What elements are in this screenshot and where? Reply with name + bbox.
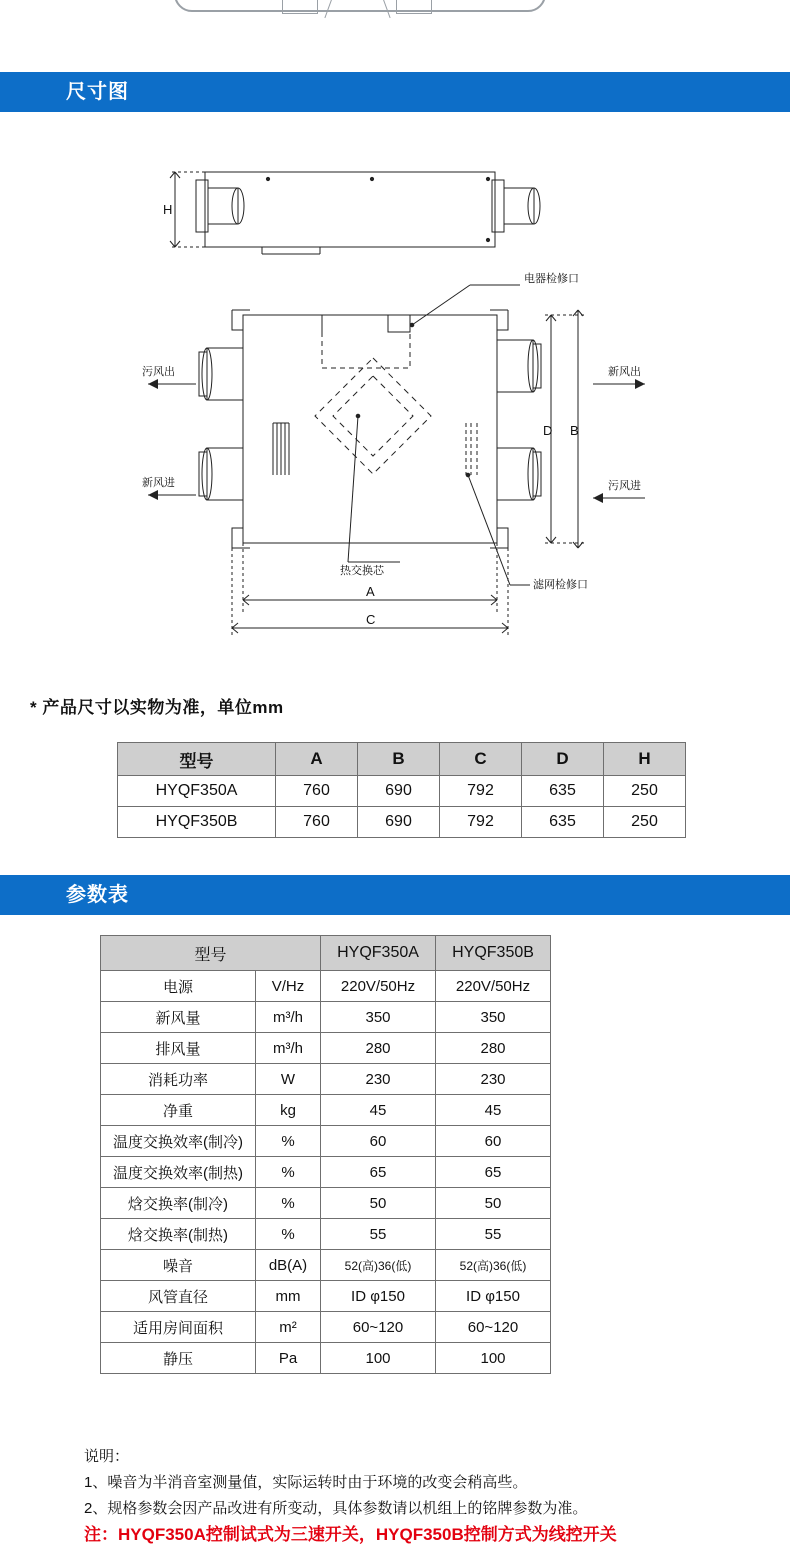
param-value-a: 55 [321, 1219, 436, 1250]
param-name: 风管直径 [101, 1281, 256, 1312]
notes-line-2: 2、规格参数会因产品改进有所变动，具体参数请以机组上的铭牌参数为准。 [84, 1500, 588, 1517]
param-name: 消耗功率 [101, 1064, 256, 1095]
table-row [101, 1064, 551, 1095]
label-fresh-air-out: 新风出 [608, 366, 641, 378]
param-value-a: 230 [321, 1064, 436, 1095]
dim-cell: HYQF350A [118, 776, 276, 807]
table-row [101, 1033, 551, 1064]
label-h: H [163, 202, 173, 217]
product-outline-top [174, 0, 546, 12]
dim-cell: HYQF350B [118, 807, 276, 838]
dim-cell: 635 [522, 807, 604, 838]
param-value-b: 50 [436, 1188, 551, 1219]
param-name: 适用房间面积 [101, 1312, 256, 1343]
table-row [101, 1095, 551, 1126]
notes-warning: 注：HYQF350A控制试式为三速开关，HYQF350B控制方式为线控开关 [84, 1525, 617, 1544]
param-value-b: 55 [436, 1219, 551, 1250]
param-unit: m³/h [256, 1002, 321, 1033]
param-unit: % [256, 1157, 321, 1188]
param-value-b: 280 [436, 1033, 551, 1064]
dimension-note: * 产品尺寸以实物为准，单位mm [30, 698, 284, 717]
param-unit: V/Hz [256, 971, 321, 1002]
label-dirty-air-out: 污风出 [142, 366, 175, 378]
table-row [101, 1126, 551, 1157]
param-value-a: ID φ150 [321, 1281, 436, 1312]
dim-cell: 690 [358, 807, 440, 838]
dimension-drawing [0, 130, 790, 660]
param-name: 噪音 [101, 1250, 256, 1281]
dim-header-model: 型号 [118, 743, 276, 776]
table-row [101, 1157, 551, 1188]
param-name: 焓交换率(制热) [101, 1219, 256, 1250]
table-row [118, 807, 686, 838]
dim-header-c: C [440, 743, 522, 776]
param-value-b: 220V/50Hz [436, 971, 551, 1002]
param-unit: % [256, 1219, 321, 1250]
param-name: 焓交换率(制冷) [101, 1188, 256, 1219]
param-unit: % [256, 1126, 321, 1157]
label-filter-access: 滤网检修口 [533, 579, 588, 591]
param-value-a: 60 [321, 1126, 436, 1157]
param-header-model: 型号 [101, 936, 321, 971]
dim-cell: 635 [522, 776, 604, 807]
table-header-row [118, 743, 686, 776]
param-name: 排风量 [101, 1033, 256, 1064]
param-header-row [101, 936, 551, 971]
dim-cell: 690 [358, 776, 440, 807]
param-value-b: 350 [436, 1002, 551, 1033]
section-header-parameters: 参数表 [0, 875, 790, 915]
label-dirty-air-in: 污风进 [608, 480, 641, 492]
param-value-a: 50 [321, 1188, 436, 1219]
param-name: 温度交换效率(制热) [101, 1157, 256, 1188]
param-unit: Pa [256, 1343, 321, 1374]
dim-cell: 792 [440, 776, 522, 807]
param-value-a: 100 [321, 1343, 436, 1374]
label-a: A [366, 584, 375, 599]
param-value-b: 100 [436, 1343, 551, 1374]
param-value-a: 45 [321, 1095, 436, 1126]
table-row [101, 1250, 551, 1281]
param-value-b: 65 [436, 1157, 551, 1188]
param-value-b: 60~120 [436, 1312, 551, 1343]
param-unit: mm [256, 1281, 321, 1312]
outline-diagonals [326, 0, 390, 14]
param-unit: m³/h [256, 1033, 321, 1064]
param-name: 净重 [101, 1095, 256, 1126]
parameter-table [100, 935, 551, 1374]
param-value-a: 65 [321, 1157, 436, 1188]
param-value-a: 60~120 [321, 1312, 436, 1343]
notes-title: 说明： [84, 1448, 130, 1465]
param-value-b: 60 [436, 1126, 551, 1157]
table-row [101, 1188, 551, 1219]
dim-header-h: H [604, 743, 686, 776]
param-unit: W [256, 1064, 321, 1095]
param-value-a: 220V/50Hz [321, 971, 436, 1002]
dim-header-a: A [276, 743, 358, 776]
dim-cell: 760 [276, 807, 358, 838]
param-value-a: 280 [321, 1033, 436, 1064]
label-heat-core: 热交换芯 [340, 565, 384, 577]
table-row [101, 1343, 551, 1374]
dim-cell: 760 [276, 776, 358, 807]
outline-notch-left [282, 0, 318, 14]
label-c: C [366, 612, 376, 627]
param-value-a: 52(高)36(低) [321, 1250, 436, 1281]
dim-cell: 250 [604, 807, 686, 838]
table-row [101, 1312, 551, 1343]
param-value-b: 230 [436, 1064, 551, 1095]
dim-cell: 792 [440, 807, 522, 838]
param-value-a: 350 [321, 1002, 436, 1033]
param-unit: m² [256, 1312, 321, 1343]
table-row [101, 1219, 551, 1250]
dim-header-b: B [358, 743, 440, 776]
dim-header-d: D [522, 743, 604, 776]
param-value-b: 52(高)36(低) [436, 1250, 551, 1281]
param-header-b: HYQF350B [436, 936, 551, 971]
dim-cell: 250 [604, 776, 686, 807]
notes-line-1: 1、噪音为半消音室测量值，实际运转时由于环境的改变会稍高些。 [84, 1474, 528, 1491]
param-value-b: 45 [436, 1095, 551, 1126]
param-unit: dB(A) [256, 1250, 321, 1281]
outline-notch-right [396, 0, 432, 14]
param-value-b: ID φ150 [436, 1281, 551, 1312]
table-row [118, 776, 686, 807]
section-header-dimensions: 尺寸图 [0, 72, 790, 112]
table-row [101, 971, 551, 1002]
param-name: 电源 [101, 971, 256, 1002]
table-row [101, 1281, 551, 1312]
param-unit: kg [256, 1095, 321, 1126]
param-name: 静压 [101, 1343, 256, 1374]
param-name: 温度交换效率(制冷) [101, 1126, 256, 1157]
notes-block [84, 1444, 587, 1522]
label-d: D [543, 423, 553, 438]
param-name: 新风量 [101, 1002, 256, 1033]
dimension-table [117, 742, 686, 838]
label-electric-access: 电器检修口 [524, 273, 579, 285]
param-header-a: HYQF350A [321, 936, 436, 971]
param-unit: % [256, 1188, 321, 1219]
label-fresh-air-in: 新风进 [142, 477, 175, 489]
table-row [101, 1002, 551, 1033]
label-b: B [570, 423, 579, 438]
